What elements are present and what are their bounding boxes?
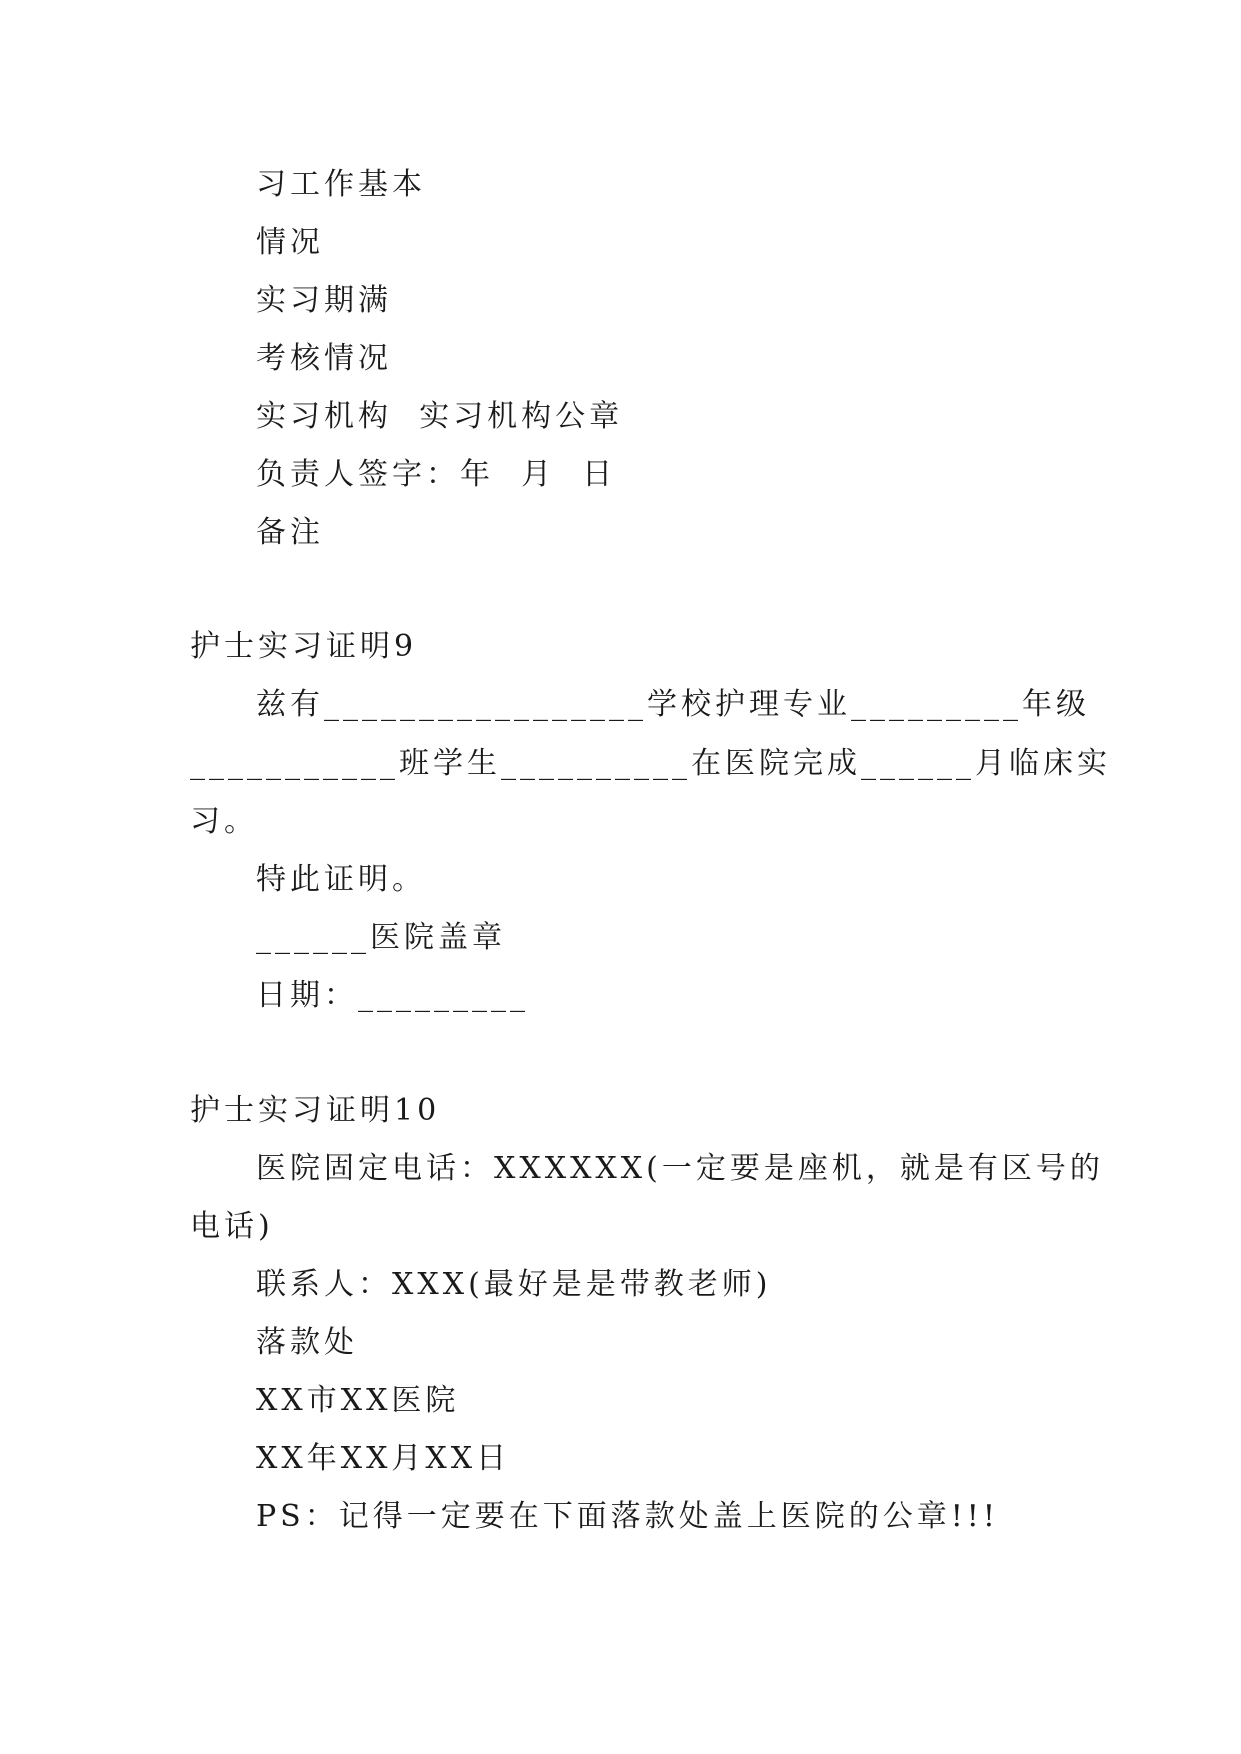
text-line: 负责人签字：年 月 日 bbox=[256, 457, 617, 492]
phone-text: 医院固定电话：XXXXXX(一定要是座机，就是有区号的 bbox=[256, 1151, 1104, 1186]
body-text: 习。 bbox=[190, 804, 258, 839]
section-heading: 护士实习证明10 bbox=[190, 1093, 441, 1128]
text-line: 实习期满 bbox=[256, 283, 392, 318]
signature-label: 落款处 bbox=[256, 1325, 358, 1360]
contact-text: 联系人：XXX(最好是是带教老师) bbox=[256, 1267, 772, 1302]
text-line: 习工作基本 bbox=[256, 167, 426, 202]
text-line: 备注 bbox=[256, 515, 324, 550]
text-line: 考核情况 bbox=[256, 341, 392, 376]
phone-text: 电话) bbox=[190, 1209, 274, 1244]
certify-text: 特此证明。 bbox=[256, 862, 426, 897]
text-line: 实习机构 实习机构公章 bbox=[256, 399, 624, 434]
text-line: 情况 bbox=[256, 225, 324, 260]
stamp-line: ______医院盖章 bbox=[256, 920, 506, 955]
date-line: 日期：_________ bbox=[256, 978, 529, 1013]
body-text: 兹有_________________学校护理专业_________年级 bbox=[256, 687, 1090, 722]
hospital-name: XX市XX医院 bbox=[256, 1383, 460, 1418]
section-heading: 护士实习证明9 bbox=[190, 629, 418, 664]
body-text: ___________班学生__________在医院完成______月临床实 bbox=[190, 746, 1111, 781]
date-line: XX年XX月XX日 bbox=[256, 1441, 511, 1476]
ps-note: PS：记得一定要在下面落款处盖上医院的公章!!! bbox=[256, 1499, 999, 1534]
